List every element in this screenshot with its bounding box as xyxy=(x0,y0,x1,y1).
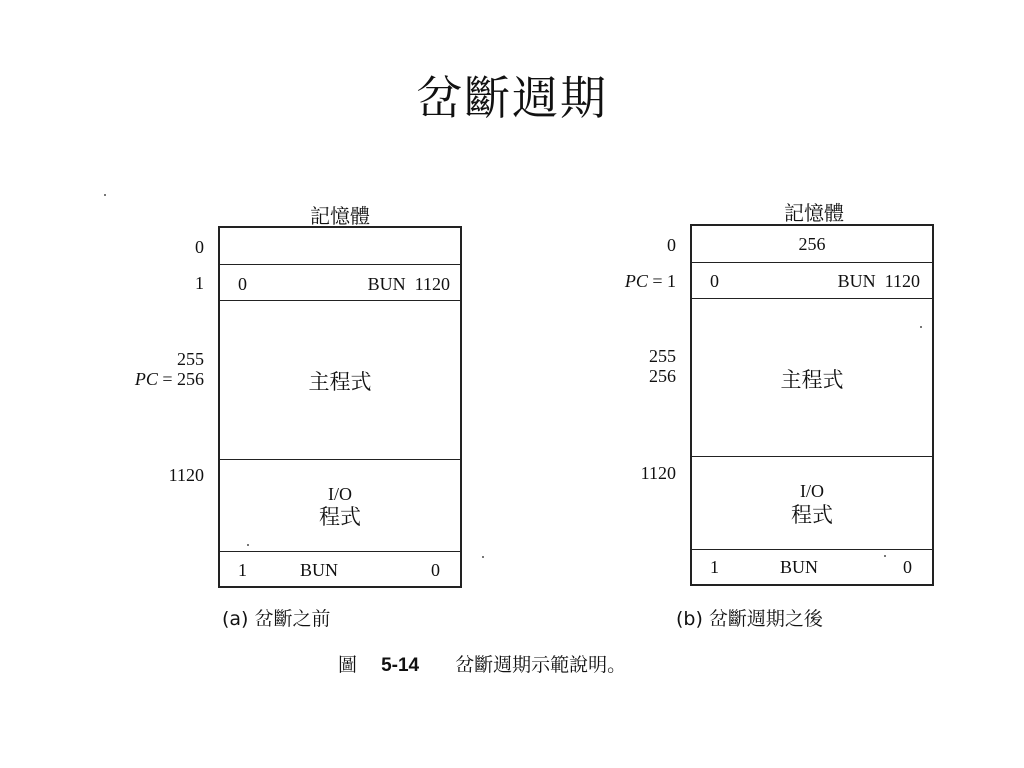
main-program-label: 主程式 xyxy=(308,370,372,394)
address-256: 256 xyxy=(649,366,676,386)
io-label: I/O xyxy=(328,484,352,504)
divider xyxy=(218,459,462,460)
io-label: I/O xyxy=(800,481,824,501)
memory-label: 記憶體 xyxy=(310,204,370,228)
scan-speck xyxy=(884,555,886,557)
cell-instruction: BUN 1120 xyxy=(367,274,450,294)
cell-indirect-bit: 0 xyxy=(710,271,719,291)
divider xyxy=(690,298,934,299)
cell-address: 0 xyxy=(431,560,440,580)
pc-address-label xyxy=(60,370,204,389)
divider xyxy=(218,264,462,265)
memory-label: 記憶體 xyxy=(784,201,844,225)
divider xyxy=(218,551,462,552)
cell-indirect-bit: 0 xyxy=(238,274,247,294)
scan-speck xyxy=(247,544,249,546)
address-1: 1 xyxy=(667,271,676,291)
pc-prefix: PC xyxy=(624,271,648,291)
divider xyxy=(690,262,934,263)
caption-a: (a) 岔斷之前 xyxy=(222,608,331,630)
divider xyxy=(218,300,462,301)
divider xyxy=(690,549,934,550)
address-255: 255 xyxy=(649,346,676,366)
pc-address-label xyxy=(572,272,676,291)
cell-indirect-bit: 1 xyxy=(710,557,719,577)
cell-address: 0 xyxy=(903,557,912,577)
figure-number: 5-14 xyxy=(381,655,420,676)
divider xyxy=(690,456,934,457)
slide-title: 岔斷週期 xyxy=(416,71,608,125)
scan-speck xyxy=(482,556,484,558)
figure-caption xyxy=(338,650,798,677)
address-1120: 1120 xyxy=(640,463,676,483)
io-program-label: 程式 xyxy=(319,505,361,529)
pc-equals: = xyxy=(647,271,667,291)
cell-instruction: BUN 1120 xyxy=(837,271,920,291)
figure-caption-text: 岔斷週期示範說明。 xyxy=(455,654,627,676)
pc-prefix: PC xyxy=(134,369,158,389)
cell-indirect-bit: 1 xyxy=(238,560,247,580)
cell-opcode: BUN xyxy=(300,560,339,580)
pc-equals: = xyxy=(157,369,177,389)
main-program-label: 主程式 xyxy=(780,368,844,392)
caption-b: (b) 岔斷週期之後 xyxy=(676,608,823,630)
address-0: 0 xyxy=(667,235,676,255)
address-1: 1 xyxy=(195,273,204,293)
scan-speck xyxy=(104,194,106,196)
address-0: 0 xyxy=(195,237,204,257)
io-program-label: 程式 xyxy=(791,503,833,527)
scan-speck xyxy=(920,326,922,328)
figure-prefix: 圖 xyxy=(338,654,358,676)
memory-cell-top: 256 xyxy=(798,234,826,254)
address-255: 255 xyxy=(177,349,204,369)
cell-opcode: BUN xyxy=(780,557,819,577)
address-1120: 1120 xyxy=(168,465,204,485)
address-256: 256 xyxy=(177,369,204,389)
